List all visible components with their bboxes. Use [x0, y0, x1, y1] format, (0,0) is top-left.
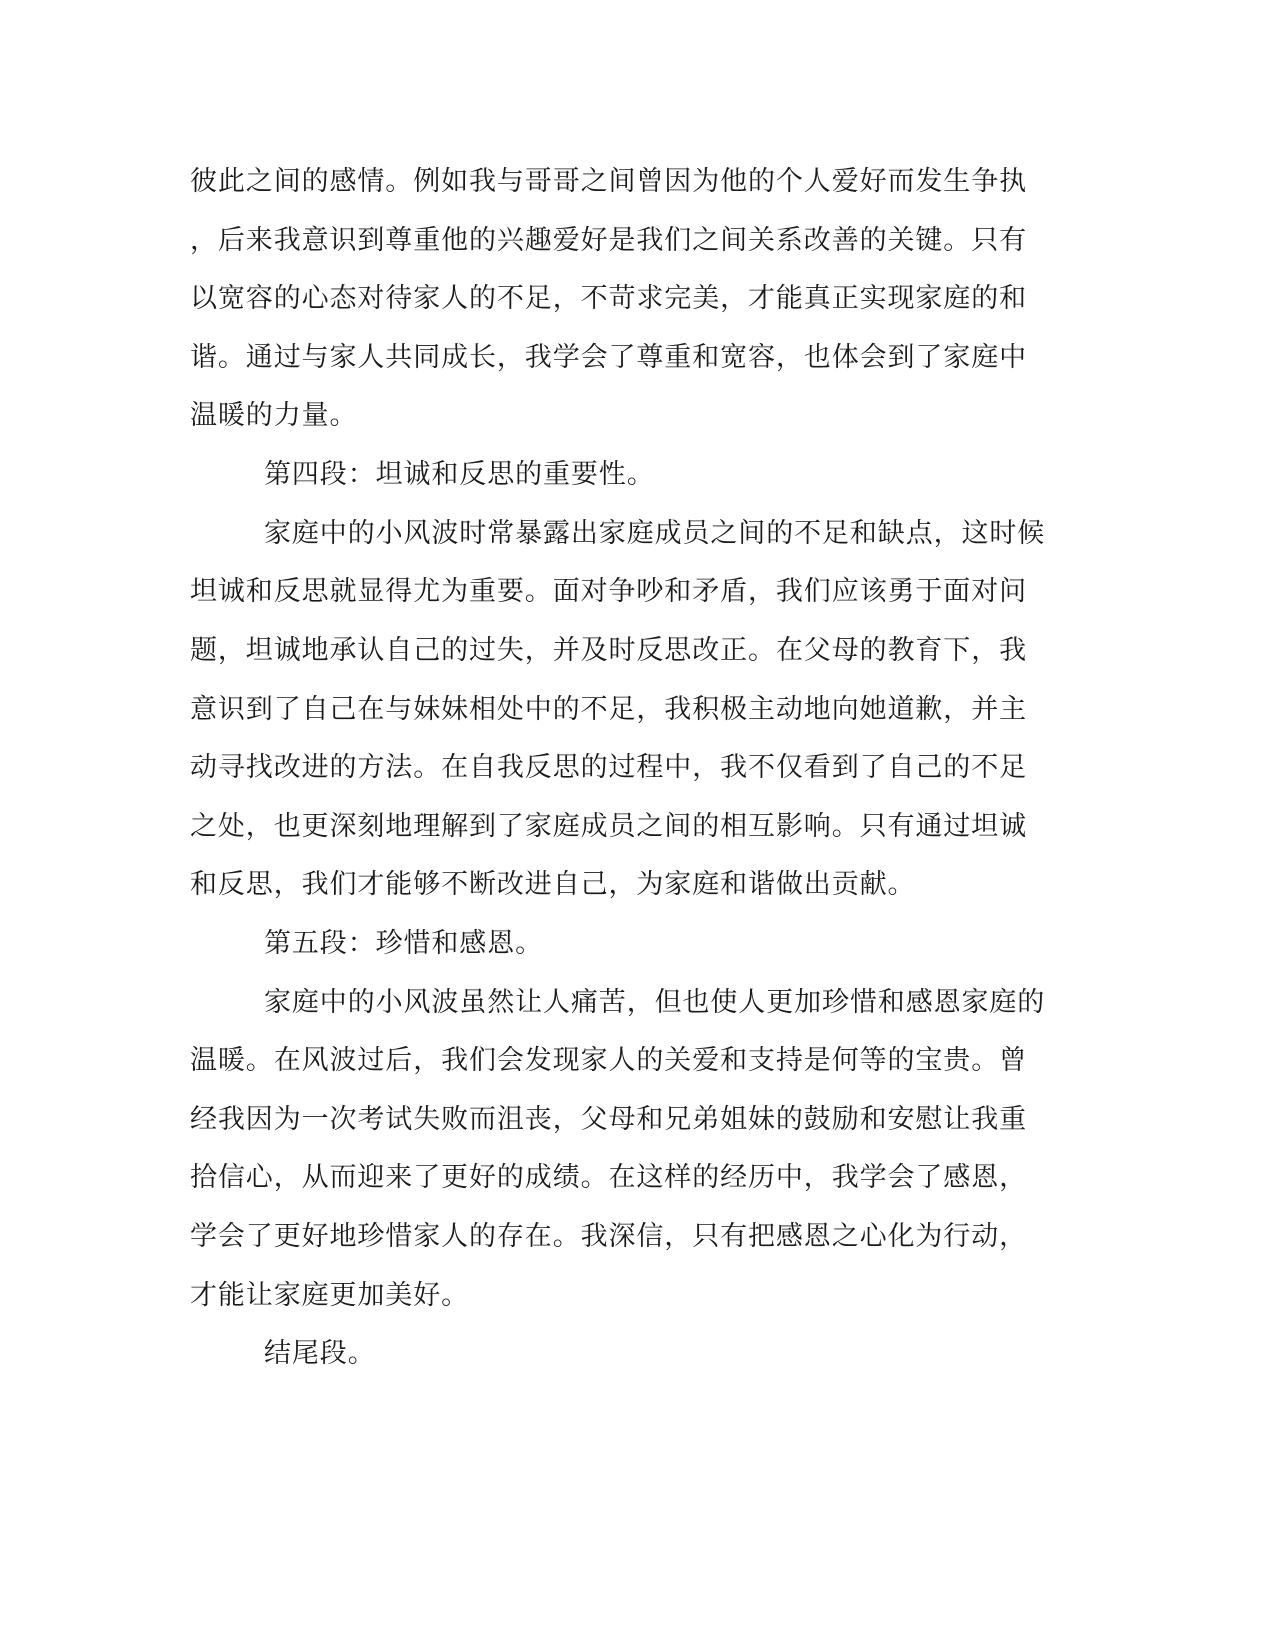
- text-line: 意识到了自己在与妹妹相处中的不足，我积极主动地向她道歉，并主: [190, 694, 1027, 725]
- text-line: 之处，也更深刻地理解到了家庭成员之间的相互影响。只有通过坦诚: [190, 811, 1027, 842]
- text-line: 才能让家庭更加美好。: [190, 1280, 469, 1311]
- text-line: 题，坦诚地承认自己的过失，并及时反思改正。在父母的教育下，我: [190, 635, 1027, 666]
- section-heading: 第四段：坦诚和反思的重要性。: [264, 459, 655, 490]
- text-line: 拾信心，从而迎来了更好的成绩。在这样的经历中，我学会了感恩，: [190, 1162, 1027, 1193]
- text-line: 经我因为一次考试失败而沮丧，父母和兄弟姐妹的鼓励和安慰让我重: [190, 1104, 1027, 1135]
- text-line: 以宽容的心态对待家人的不足，不苛求完美，才能真正实现家庭的和: [190, 283, 1027, 314]
- text-line: 家庭中的小风波时常暴露出家庭成员之间的不足和缺点，这时候: [264, 518, 1046, 549]
- text-line: 学会了更好地珍惜家人的存在。我深信，只有把感恩之心化为行动，: [190, 1221, 1027, 1252]
- text-line: 和反思，我们才能够不断改进自己，为家庭和谐做出贡献。: [190, 869, 916, 900]
- text-line: 家庭中的小风波虽然让人痛苦，但也使人更加珍惜和感恩家庭的: [264, 987, 1046, 1018]
- text-line: 温暖的力量。: [190, 400, 358, 431]
- text-line: ，后来我意识到尊重他的兴趣爱好是我们之间关系改善的关键。只有: [190, 225, 1027, 256]
- text-line: 坦诚和反思就显得尤为重要。面对争吵和矛盾，我们应该勇于面对问: [190, 576, 1027, 607]
- section-heading: 第五段：珍惜和感恩。: [264, 928, 543, 959]
- text-line: 谐。通过与家人共同成长，我学会了尊重和宽容，也体会到了家庭中: [190, 342, 1027, 373]
- section-heading: 结尾段。: [264, 1338, 376, 1369]
- text-line: 彼此之间的感情。例如我与哥哥之间曾因为他的个人爱好而发生争执: [190, 166, 1027, 197]
- text-line: 温暖。在风波过后，我们会发现家人的关爱和支持是何等的宝贵。曾: [190, 1045, 1027, 1076]
- text-line: 动寻找改进的方法。在自我反思的过程中，我不仅看到了自己的不足: [190, 752, 1027, 783]
